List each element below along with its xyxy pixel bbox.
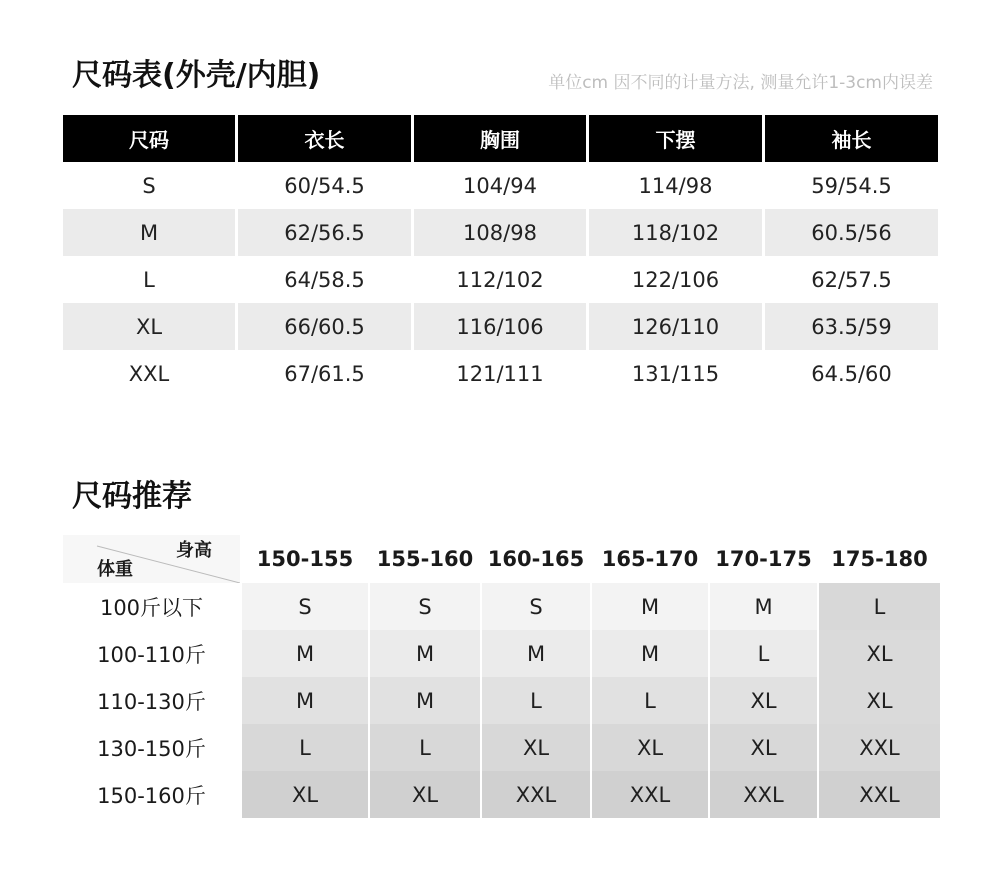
header-size: 尺码 bbox=[63, 115, 235, 162]
table-row bbox=[63, 771, 940, 818]
header-sleeve: 袖长 bbox=[765, 115, 938, 162]
size-cell: L bbox=[482, 677, 590, 724]
hem-value: 131/115 bbox=[631, 361, 720, 386]
size-cell: L bbox=[592, 677, 708, 724]
size-chart-header-row bbox=[63, 115, 938, 162]
size-cell: L bbox=[242, 724, 368, 771]
size-cell: XL bbox=[710, 677, 817, 724]
corner-header bbox=[63, 535, 240, 583]
length-value: 67/61.5 bbox=[284, 361, 365, 386]
sleeve-value: 63.5/59 bbox=[765, 303, 938, 350]
table-row bbox=[63, 209, 938, 256]
table-row bbox=[63, 583, 940, 630]
sleeve-value: 64.5/60 bbox=[811, 361, 892, 386]
size-cell: XL bbox=[592, 724, 708, 771]
header-length: 衣长 bbox=[238, 115, 411, 162]
size-cell: XXL bbox=[592, 771, 708, 818]
sleeve-value: 60.5/56 bbox=[765, 209, 938, 256]
size-label: XXL bbox=[128, 361, 170, 386]
size-cell: L bbox=[710, 630, 817, 677]
size-cell: XXL bbox=[482, 771, 590, 818]
weight-label: 100斤以下 bbox=[63, 583, 240, 630]
sleeve-value: 62/57.5 bbox=[811, 267, 892, 292]
header-hem: 下摆 bbox=[589, 115, 762, 162]
size-cell: XXL bbox=[819, 771, 940, 818]
size-cell: L bbox=[370, 724, 480, 771]
size-cell: M bbox=[710, 583, 817, 630]
table-row bbox=[63, 724, 940, 771]
size-chart-table bbox=[60, 115, 941, 397]
table-row bbox=[63, 303, 938, 350]
size-cell: M bbox=[482, 630, 590, 677]
size-cell: M bbox=[242, 677, 368, 724]
weight-label: 130-150斤 bbox=[63, 724, 240, 771]
size-label: S bbox=[142, 173, 156, 198]
table-row bbox=[63, 677, 940, 724]
hem-value: 122/106 bbox=[631, 267, 720, 292]
size-cell: M bbox=[592, 583, 708, 630]
length-value: 60/54.5 bbox=[284, 173, 365, 198]
chest-value: 112/102 bbox=[456, 267, 544, 292]
chest-value: 104/94 bbox=[463, 173, 537, 198]
size-cell: XXL bbox=[710, 771, 817, 818]
weight-axis-label: 体重 bbox=[97, 559, 133, 580]
size-cell: M bbox=[370, 677, 480, 724]
size-cell: XL bbox=[370, 771, 480, 818]
length-value: 66/60.5 bbox=[238, 303, 411, 350]
chest-value: 121/111 bbox=[456, 361, 544, 386]
weight-label: 150-160斤 bbox=[63, 771, 240, 818]
size-recommendation-table bbox=[61, 535, 942, 818]
size-chart-title: 尺码表(外壳/内胆) bbox=[72, 58, 321, 93]
size-cell: S bbox=[482, 583, 590, 630]
size-cell: S bbox=[370, 583, 480, 630]
size-cell: L bbox=[819, 583, 940, 630]
size-cell: XL bbox=[482, 724, 590, 771]
size-label: M bbox=[63, 209, 235, 256]
height-header: 170-175 bbox=[710, 535, 817, 583]
length-value: 64/58.5 bbox=[284, 267, 365, 292]
size-cell: XL bbox=[710, 724, 817, 771]
size-cell: XXL bbox=[819, 724, 940, 771]
size-cell: M bbox=[370, 630, 480, 677]
sleeve-value: 59/54.5 bbox=[811, 173, 892, 198]
weight-label: 110-130斤 bbox=[63, 677, 240, 724]
size-cell: S bbox=[242, 583, 368, 630]
weight-label: 100-110斤 bbox=[63, 630, 240, 677]
height-header: 155-160 bbox=[370, 535, 480, 583]
table-row bbox=[63, 256, 938, 303]
hem-value: 114/98 bbox=[638, 173, 713, 198]
size-label: L bbox=[143, 267, 155, 292]
header-chest: 胸围 bbox=[414, 115, 586, 162]
size-cell: M bbox=[242, 630, 368, 677]
height-header: 150-155 bbox=[242, 535, 368, 583]
length-value: 62/56.5 bbox=[238, 209, 411, 256]
size-cell: XL bbox=[819, 677, 940, 724]
table-row bbox=[63, 630, 940, 677]
corner-divider bbox=[63, 535, 240, 583]
height-header: 160-165 bbox=[482, 535, 590, 583]
height-header: 175-180 bbox=[819, 535, 940, 583]
hem-value: 118/102 bbox=[589, 209, 762, 256]
size-cell: M bbox=[592, 630, 708, 677]
height-header-row bbox=[63, 535, 940, 583]
measurement-note: 单位cm 因不同的计量方法, 测量允许1-3cm内误差 bbox=[548, 73, 933, 93]
hem-value: 126/110 bbox=[589, 303, 762, 350]
size-cell: XL bbox=[242, 771, 368, 818]
chest-value: 116/106 bbox=[414, 303, 586, 350]
table-row bbox=[63, 162, 938, 209]
table-row bbox=[63, 350, 938, 397]
chest-value: 108/98 bbox=[414, 209, 586, 256]
size-cell: XL bbox=[819, 630, 940, 677]
size-label: XL bbox=[63, 303, 235, 350]
height-header: 165-170 bbox=[592, 535, 708, 583]
size-recommendation-title: 尺码推荐 bbox=[72, 479, 192, 514]
height-axis-label: 身高 bbox=[176, 540, 212, 561]
